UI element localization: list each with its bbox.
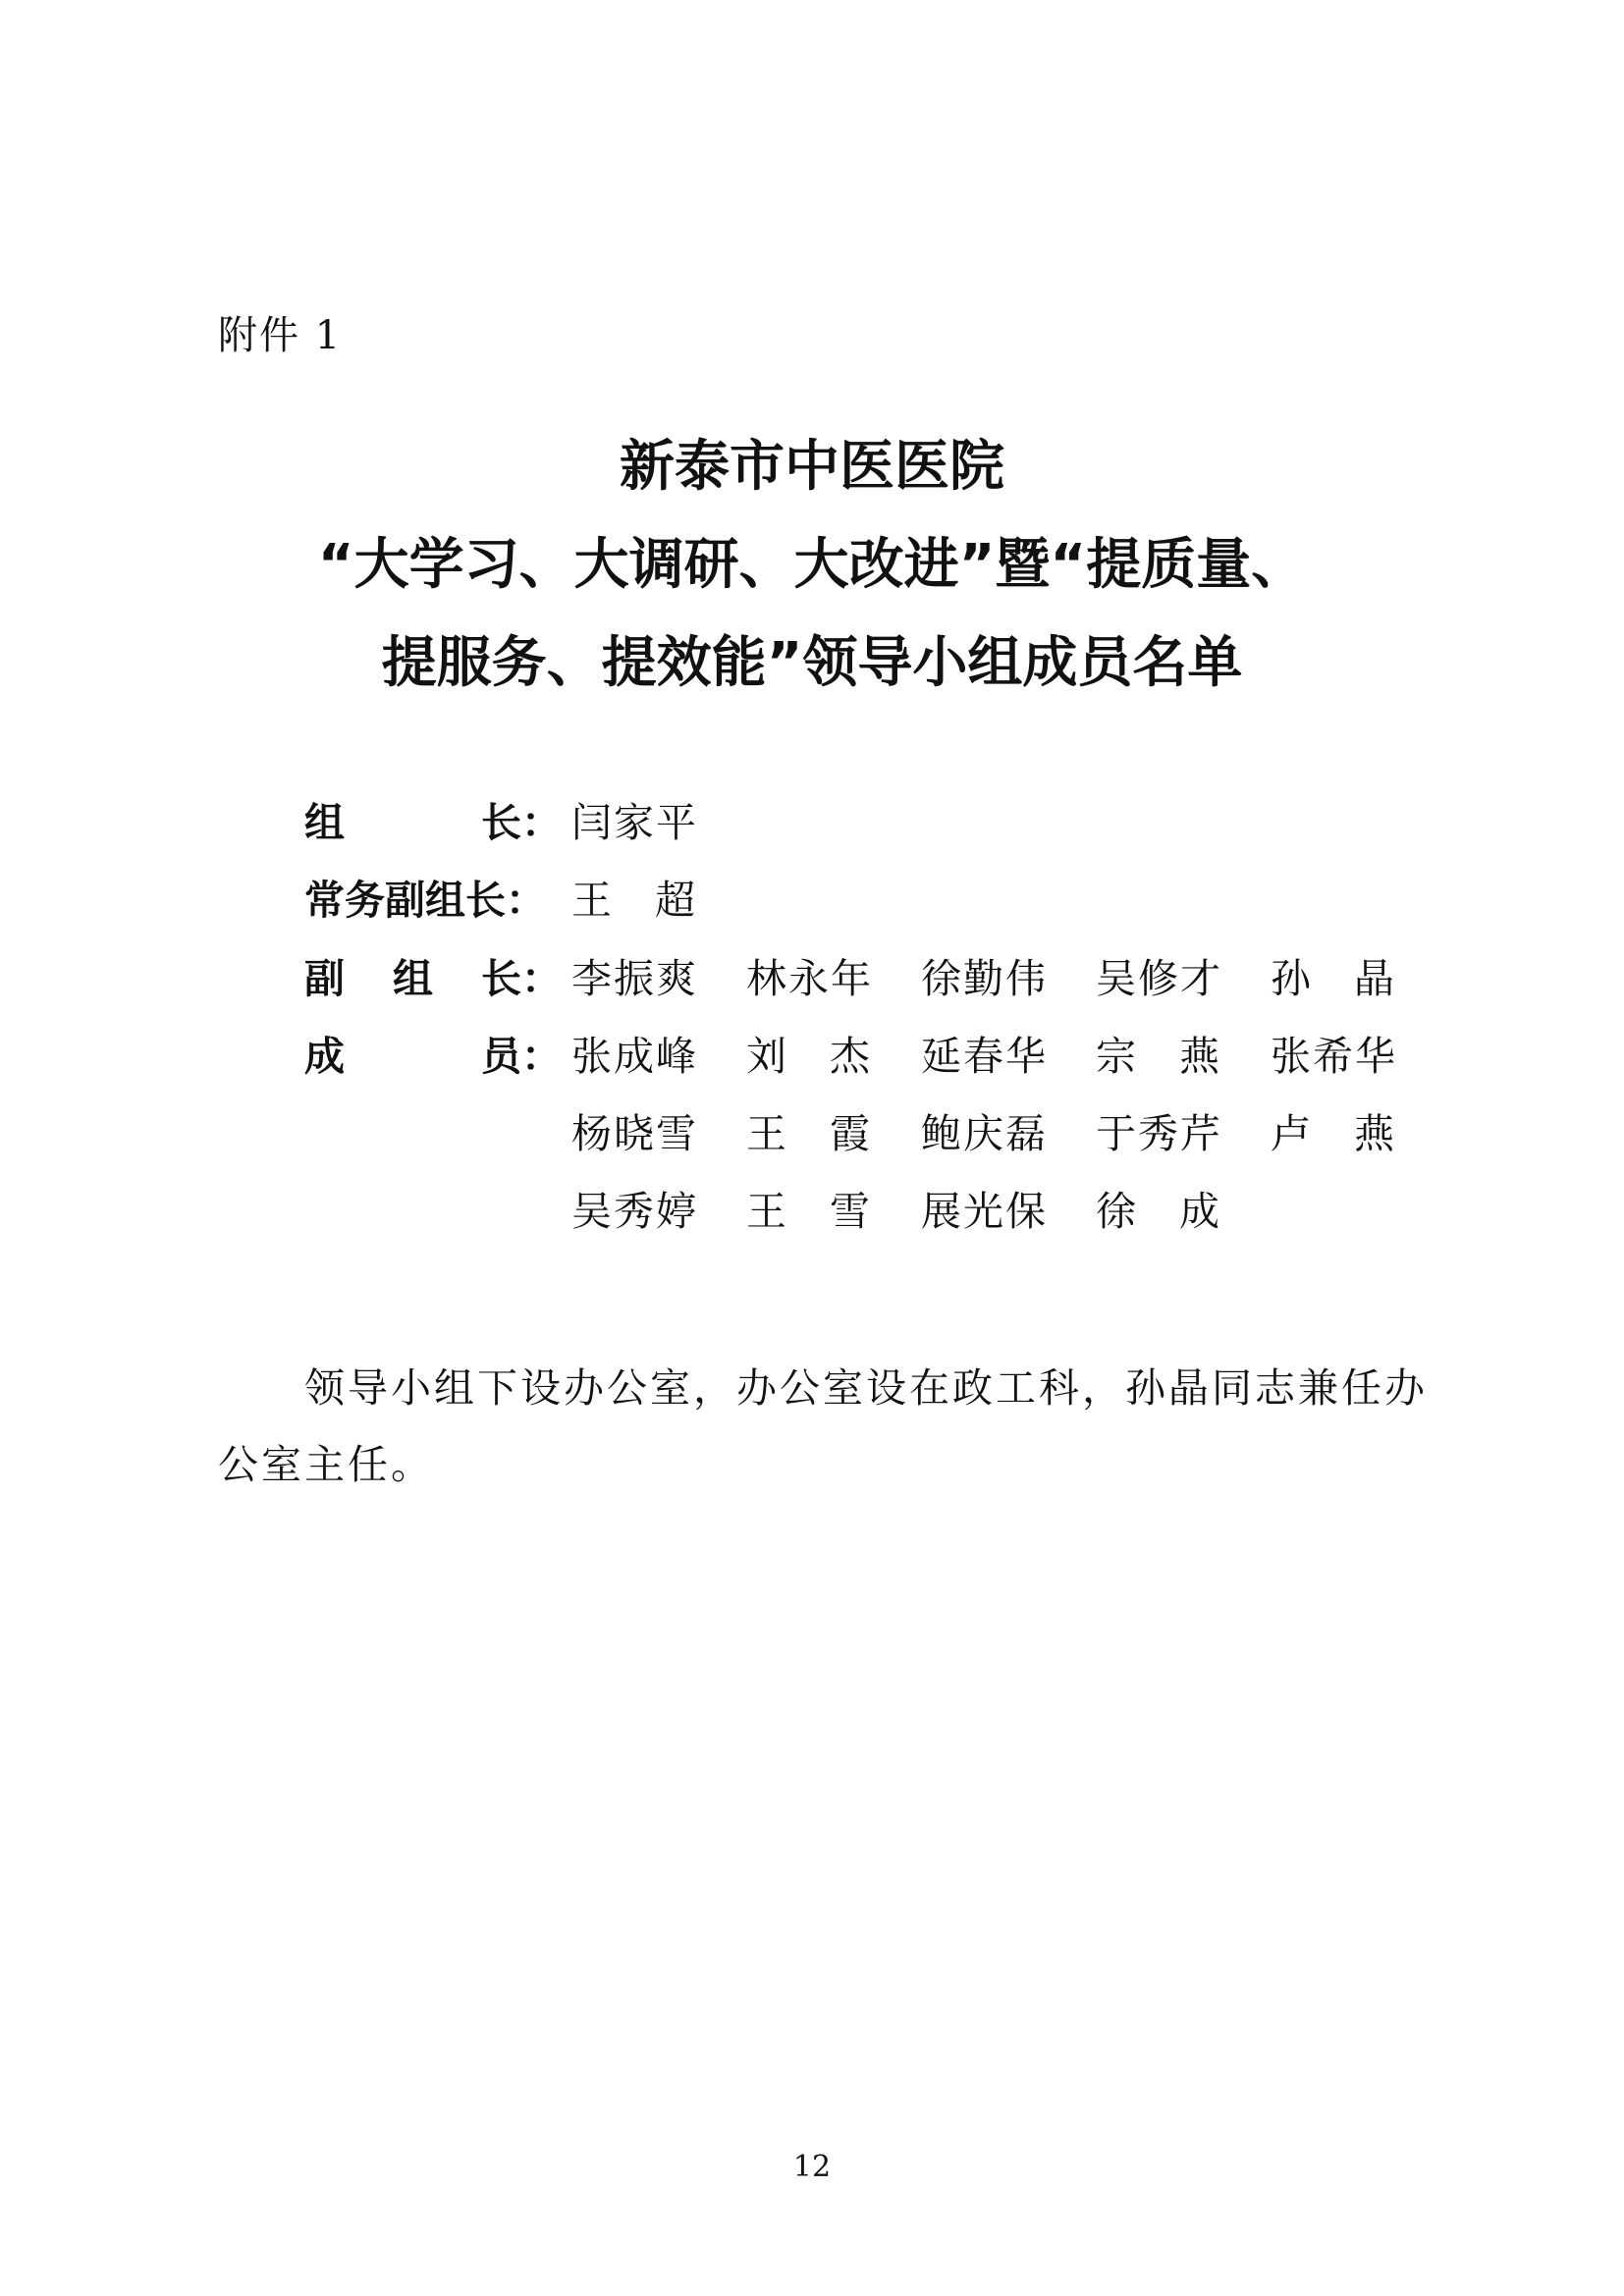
member-name: 王霞 — [746, 1110, 913, 1157]
member-name: 于秀芹 — [1096, 1110, 1222, 1157]
members-label-part-1: 成 — [304, 1033, 345, 1080]
deputy-name: 林永年 — [746, 955, 873, 1002]
leader-label-part-2: 长： — [481, 799, 562, 846]
title-line-3: 提服务、提效能”领导小组成员名单 — [381, 631, 1243, 695]
deputies-label-part-1: 副 — [304, 955, 345, 1002]
leader-label-part-1: 组 — [304, 799, 345, 846]
title-line-2: “大学习、大调研、大改进”暨“提质量、 — [317, 533, 1307, 597]
leader-name: 闫家平 — [571, 799, 698, 846]
deputy-name: 吴修才 — [1096, 955, 1222, 1002]
members-label-part-2: 员： — [481, 1033, 562, 1080]
executive-deputy-label-text: 常务副组长： — [304, 877, 546, 924]
executive-deputy-name: 王超 — [571, 877, 738, 924]
member-name: 吴秀婷 — [571, 1188, 698, 1235]
member-name: 宗燕 — [1096, 1033, 1263, 1080]
member-name: 王雪 — [746, 1188, 913, 1235]
member-name: 卢燕 — [1271, 1110, 1437, 1157]
member-name: 刘杰 — [746, 1033, 913, 1080]
member-name: 张成峰 — [571, 1033, 698, 1080]
member-name: 徐成 — [1096, 1188, 1263, 1235]
deputy-name: 孙晶 — [1271, 955, 1437, 1002]
deputy-name: 李振爽 — [571, 955, 698, 1002]
member-name: 展光保 — [921, 1188, 1048, 1235]
member-name: 杨晓雪 — [571, 1110, 698, 1157]
deputy-name: 徐勤伟 — [921, 955, 1048, 1002]
attachment-label: 附件 1 — [218, 313, 343, 358]
deputies-label-part-3: 长： — [481, 955, 562, 1002]
title-line-1: 新泰市中医医院 — [620, 435, 1004, 499]
office-note-line-2: 公室主任。 — [218, 1441, 434, 1488]
member-name: 延春华 — [921, 1033, 1048, 1080]
page-number: 12 — [792, 2150, 832, 2184]
member-name: 鲍庆磊 — [921, 1110, 1048, 1157]
office-note-line-1: 领导小组下设办公室，办公室设在政工科，孙晶同志兼任办 — [304, 1364, 1428, 1412]
member-name: 张希华 — [1271, 1033, 1397, 1080]
deputies-label-part-2: 组 — [393, 955, 433, 1002]
